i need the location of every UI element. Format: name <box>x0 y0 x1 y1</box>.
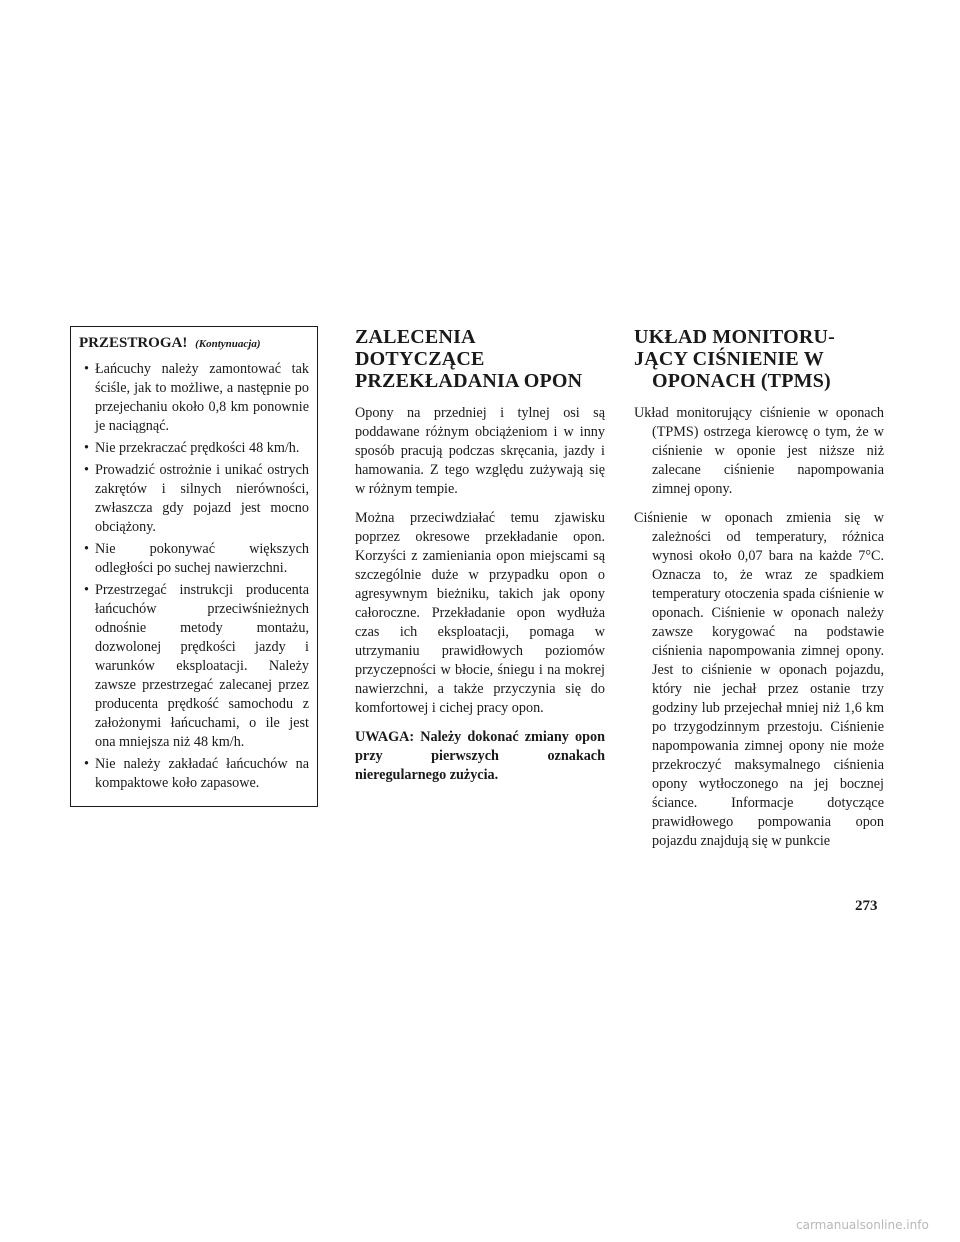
left-column <box>70 326 318 807</box>
caution-continuation: (Kontynuacja) <box>195 338 261 350</box>
body-paragraph: Układ monitorujący ciśnienie w oponach (TPMS) ostrzega kierowcę o tym, że w ciśnienie w oponie jest niższe niż zalecane ciśnienie napompowania zimnej opony. <box>634 405 884 497</box>
middle-column <box>355 326 605 795</box>
caution-header <box>79 333 309 354</box>
right-column <box>634 326 884 861</box>
caution-item: • Łańcuchy należy zamontować tak ściśle, jak to możliwe, a następnie po przejechaniu około 0,8 km ponownie je naciągnąć. <box>84 361 309 434</box>
tire-rotation-heading: ZALECENIA DOTYCZĄCE PRZEKŁADANIA OPON <box>355 326 583 392</box>
body-paragraph: Można przeciwdziałać temu zjawisku poprzez okresowe przekładanie opon. Korzyści z zamieniania opon miejscami są szczególnie duże w przypadku opon o agresywnym bieżniku, takich jak opony całoroczne. Przekładanie opon wydłuża czas ich eksploatacji, pomaga w utrzymaniu prawidłowych poziomów przyczepności w błocie, śniegu i na mokrej nawierzchni, a także przyczynia się do komfortowej i cichej pracy opon. <box>355 510 605 716</box>
caution-item: • Prowadzić ostrożnie i unikać ostrych zakrętów i silnych nierówności, zwłaszcza gdy pojazd jest mocno obciążony. <box>84 462 309 535</box>
caution-item: • Nie pokonywać większych odległości po suchej nawierzchni. <box>84 541 309 576</box>
watermark: carmanualsonline.info <box>796 1218 929 1232</box>
caution-item: • Nie należy zakładać łańcuchów na kompaktowe koło zapasowe. <box>84 756 309 791</box>
caution-list <box>79 360 309 793</box>
caution-title: PRZESTROGA! <box>79 335 188 351</box>
page-number: 273 <box>855 898 878 914</box>
caution-box <box>70 326 318 807</box>
tpms-heading: UKŁAD MONITORU- JĄCY CIŚNIENIE W OPONACH (TPMS) <box>634 326 835 392</box>
body-paragraph: Ciśnienie w oponach zmienia się w zależności od temperatury, różnica wynosi około 0,07 bara na każde 7°C. Oznacza to, że wraz ze spadkiem temperatury otoczenia spada ciśnienie w oponach. Ciśnienie w oponach należy zawsze korygować na podstawie ciśnienia napompowania zimnej opony. Jest to ciśnienie w oponach pojazdu, który nie jechał przez ostanie trzy godziny lub przejechał mniej niż 1,6 km po trzygodzinnym przestoju. Ciśnienie napompowania zimnej opony nie może przekroczyć maksymalnego ciśnienia opony wytłoczonego na jej bocznej ściance. Informacje dotyczące prawidłowego pompowania opon pojazdu znajdują się w punkcie <box>634 510 884 849</box>
caution-item: • Nie przekraczać prędkości 48 km/h. <box>84 440 300 456</box>
caution-item: • Przestrzegać instrukcji producenta łańcuchów przeciwśnieżnych odnośnie metody montażu, dozwolonej prędkości jazdy i warunków eksploatacji. Należy zawsze przestrzegać zalecanej przez producenta prędkość samochodu z założonymi łańcuchami, o ile jest ona mniejsza niż 48 km/h. <box>84 582 309 750</box>
body-paragraph: Opony na przedniej i tylnej osi są poddawane różnym obciążeniom i w inny sposób pracują podczas skręcania, jazdy i hamowania. Z tego względu zużywają się w różnym tempie. <box>355 405 605 497</box>
note-paragraph: UWAGA: Należy dokonać zmiany opon przy pierwszych oznakach nieregularnego zużycia. <box>355 729 605 783</box>
